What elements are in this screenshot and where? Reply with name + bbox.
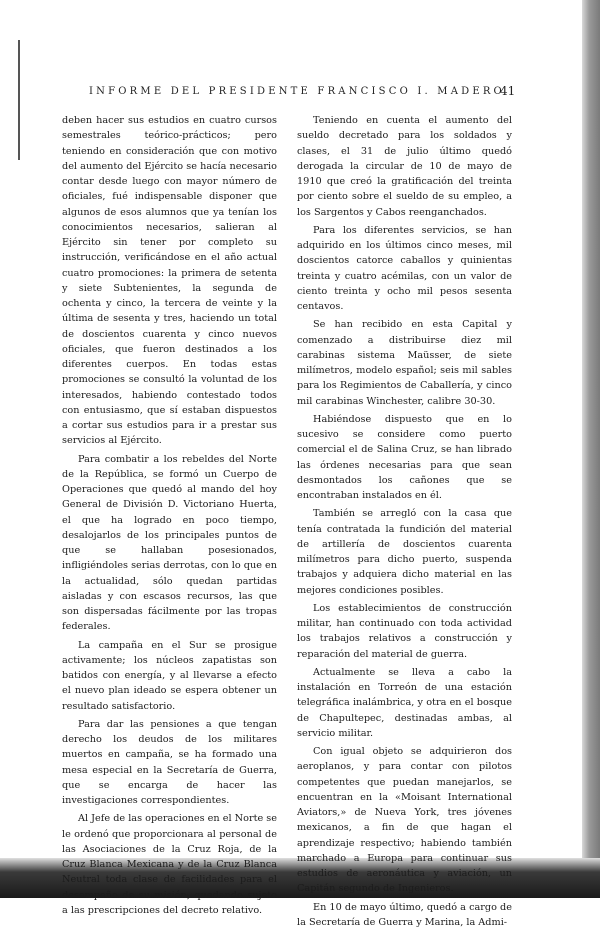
scan-margin-mark bbox=[18, 40, 20, 160]
paragraph: Los establecimientos de construcción militar, han continuado con toda actividad los trabajos relativos a construcción y reparación del material de guerra. bbox=[297, 602, 512, 660]
paragraph: En 10 de mayo último, quedó a cargo de la Secretaría de Guerra y Marina, la Admi- bbox=[297, 901, 512, 928]
paragraph: Teniendo en cuenta el aumento del sueldo decretado para los soldados y clases, el 31 de julio último quedó derogada la circular de 10 de mayo de 1910 que creó la gratificación del treinta por ciento sobre el sueldo de su empleo, a los Sargentos y Cabos reenganchados. bbox=[297, 115, 512, 218]
right-column bbox=[297, 113, 512, 933]
scan-right-edge-shadow bbox=[582, 0, 600, 898]
paragraph: También se arregló con la casa que tenía contratada la fundición del material de artillería de doscientos cuarenta milímetros para dicho puerto, suspenda trabajos y adquiera dicho material en las mejores condiciones posibles. bbox=[297, 508, 512, 596]
paragraph: Para combatir a los rebeldes del Norte de la República, se formó un Cuerpo de Operaciones que quedó al mando del hoy General de División D. Victoriano Huerta, el que ha logrado en poco tiempo, desalojarlos de los principales puntos de que se hallaban posesionados, infligiéndoles serias derrotas, con lo que en la actualidad, sólo quedan partidas aisladas y con escasos recursos, las que son dispersadas fácilmente por las tropas federales. bbox=[62, 453, 277, 633]
page-number: 41 bbox=[500, 84, 516, 98]
paragraph: Con igual objeto se adquirieron dos aeroplanos, y para contar con pilotos competentes que puedan manejarlos, se encuentran en la «Moisant International Aviators,» de Nueva York, tres jóvenes mexicanos, a fin de que hagan el aprendizaje respectivo; habiendo también marchado a Europa para continuar sus estudios de aeronáutica y aviación, un Capitán segundo de Ingenieros. bbox=[297, 746, 512, 895]
paragraph: Al Jefe de las operaciones en el Norte se le ordenó que proporcionara al personal de las Asociaciones de la Cruz Roja, de la Cruz Blanca Mexicana y de la Cruz Blanca Neutral toda clase de facilidades para el desempeño de su misión, quedando sujeto a las prescripciones del decreto relativo. bbox=[62, 813, 277, 916]
left-column bbox=[62, 113, 277, 921]
paragraph: La campaña en el Sur se prosigue activamente; los núcleos zapatistas son batidos con energía, y al llevarse a efecto el nuevo plan ideado se espera obtener un resultado satisfactorio. bbox=[62, 639, 277, 712]
paragraph: Para dar las pensiones a que tengan derecho los deudos de los militares muertos en campaña, se ha formado una mesa especial en la Secretaría de Guerra, que se encarga de hacer las investigaciones correspondientes. bbox=[62, 718, 277, 806]
paragraph: Se han recibido en esta Capital y comenzado a distribuirse diez mil carabinas sistema Maüsser, de siete milímetros, modelo español; seis mil sables para los Regimientos de Caballería, y cinco mil carabinas Winchester, calibre 30-30. bbox=[297, 319, 512, 407]
paragraph: deben hacer sus estudios en cuatro cursos semestrales teórico-prácticos; pero teniendo en consideración que con motivo del aumento del Ejército se hacía necesario contar desde luego con mayor número de oficiales, fué indispensable disponer que algunos de esos alumnos que ya tenían los conocimientos necesarios, salieran al Ejército sin tener por completo su instrucción, verificándose en el año actual cuatro promociones: la primera de setenta y siete Subtenientes, la segunda de ochenta y cinco, la tercera de veinte y la última de sesenta y tres, haciendo un total de doscientos cuarenta y cinco nuevos oficiales, que fueron destinados a los diferentes cuerpos. En todas estas promociones se consultó la voluntad de los interesados, habiendo contestado todos con entusiasmo, que sí estaban dispuestos a cortar sus estudios para ir a prestar sus servicios al Ejército. bbox=[62, 115, 277, 447]
paragraph: Para los diferentes servicios, se han adquirido en los últimos cinco meses, mil doscientos catorce caballos y quinientas treinta y cuatro acémilas, con un valor de ciento treinta y ocho mil pesos sesenta centavos. bbox=[297, 224, 512, 312]
paragraph: Habiéndose dispuesto que en lo sucesivo se considere como puerto comercial el de Salina Cruz, se han librado las órdenes necesarias para que sean desmontados los cañones que se encontraban instalados en él. bbox=[297, 413, 512, 501]
running-header: INFORME DEL PRESIDENTE FRANCISCO I. MADERO bbox=[89, 86, 505, 97]
paragraph: Actualmente se lleva a cabo la instalación en Torreón de una estación telegráfica inalámbrica, y otra en el bosque de Chapultepec, destinadas ambas, al servicio militar. bbox=[297, 666, 512, 739]
